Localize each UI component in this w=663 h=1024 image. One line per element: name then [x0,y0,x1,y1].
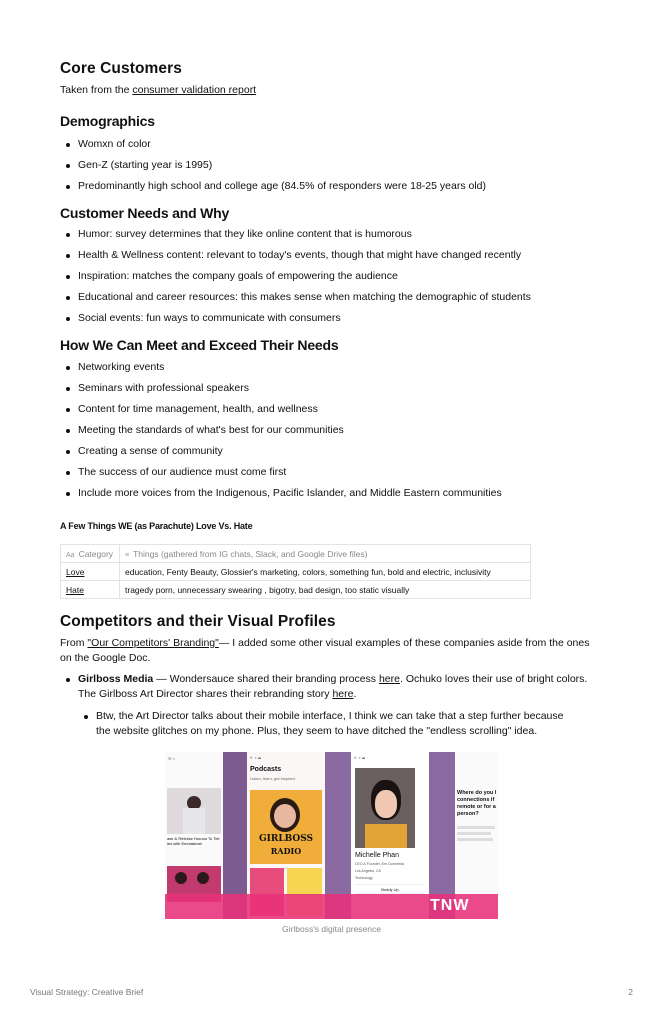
profile-photo [355,768,415,848]
list-item: Educational and career resources: this makes sense when matching the demographic of students [60,287,620,308]
list-property-icon: ≡ [125,551,130,559]
phone-screen-articles: ☰ ⌕ ase & Retinise Hurunu To Tell ies with Emmabeah [165,752,223,919]
phone-screen-profile: 9· ⌕ ☰ Michelle Phan CEO & Founder, Em Cosmetics Los Angeles, CA Technology Buddy Up [351,752,429,919]
table-header-things: ≡ Things (gathered from IG chats, Slack, and Google Drive files) [120,545,531,563]
phone-screen-podcasts: 9· ⌕ ☰ Podcasts Listen, learn, get inspired. GIRLBOSS RADIO [247,752,325,919]
list-item: Creating a sense of community [60,441,620,462]
competitors-intro: From "Our Competitors' Branding"— I added some other visual examples of these companies aside from the ones on the Google Doc. [60,637,590,664]
footer-doc-title: Visual Strategy: Creative Brief [30,987,144,997]
list-item: Gen-Z (starting year is 1995) [60,155,620,176]
meet-needs-list [60,357,620,504]
list-item: Social events: fun ways to communicate with consumers [60,308,620,329]
article-photo [167,788,221,834]
buddy-up-button: Buddy Up [355,884,425,894]
category-cell-love[interactable]: Love [61,563,120,581]
demographics-list [60,134,620,197]
table-header-category: Aa Category [61,545,120,563]
things-cell: tragedy porn, unnecessary swearing , bigotry, bad design, too static visually [120,581,531,599]
wondersauce-link[interactable]: here [378,673,400,685]
list-item: Seminars with professional speakers [60,378,620,399]
tnw-banner [165,894,498,919]
section-title-competitors: Competitors and their Visual Profiles [60,613,336,630]
page-number: 2 [628,987,633,997]
girlboss-bullet: Girlboss Media — Wondersauce shared their branding process here. Ochuko loves their use of bright colors. The Girlboss Art Director shares their rebranding story here. [60,672,620,702]
list-item: Predominantly high school and college age (84.5% of responders were 18-25 years old) [60,176,620,197]
section-title-meet-needs: How We Can Meet and Exceed Their Needs [60,337,339,353]
list-item: Include more voices from the Indigenous, Pacific Islander, and Middle Eastern communities [60,483,620,504]
phone-screen-post: Where do you l connections if remote or for a person? [455,752,498,919]
table-header-row [61,545,531,563]
competitors-branding-link[interactable]: "Our Competitors' Branding" [87,637,219,649]
section-title-core-customers: Core Customers [60,60,182,77]
list-item: Meeting the standards of what's best for our communities [60,420,620,441]
table-row [61,581,531,599]
love-hate-title: A Few Things WE (as Parachute) Love Vs. Hate [60,521,253,531]
list-item: Networking events [60,357,620,378]
list-item: Health & Wellness content: relevant to today's events, though that might have changed recently [60,245,620,266]
consumer-validation-link[interactable]: consumer validation report [132,84,257,96]
list-item: Humor: survey determines that they like online content that is humorous [60,224,620,245]
tnw-logo: TNW [430,897,470,914]
core-intro: Taken from the consumer validation report [60,84,257,96]
bullet-dot [66,678,70,682]
girlboss-digital-presence-image [165,752,498,919]
section-title-demographics: Demographics [60,113,155,129]
girlboss-radio-cover: GIRLBOSS RADIO [250,790,322,864]
list-item: Womxn of color [60,134,620,155]
things-cell: education, Fenty Beauty, Glossier's marketing, colors, something fun, bold and electric, inclusivity [120,563,531,581]
text-property-icon: Aa [66,551,75,559]
girlboss-media-name: Girlboss Media [78,673,154,685]
bullet-dot [84,715,88,719]
category-cell-hate[interactable]: Hate [61,581,120,599]
list-item: Content for time management, health, and wellness [60,399,620,420]
figure-caption: Girlboss's digital presence [282,924,381,934]
needs-list [60,224,620,329]
love-hate-table [60,544,531,599]
table-row [61,563,531,581]
art-director-story-link[interactable]: here [332,688,354,700]
art-director-sub-bullet: Btw, the Art Director talks about their mobile interface, I think we can take that a step further because the website glitches on my phone. Plus, they seem to have ditched the "endless scrolling" idea. [78,709,618,739]
list-item: The success of our audience must come first [60,462,620,483]
list-item: Inspiration: matches the company goals of empowering the audience [60,266,620,287]
section-title-customer-needs: Customer Needs and Why [60,205,230,221]
